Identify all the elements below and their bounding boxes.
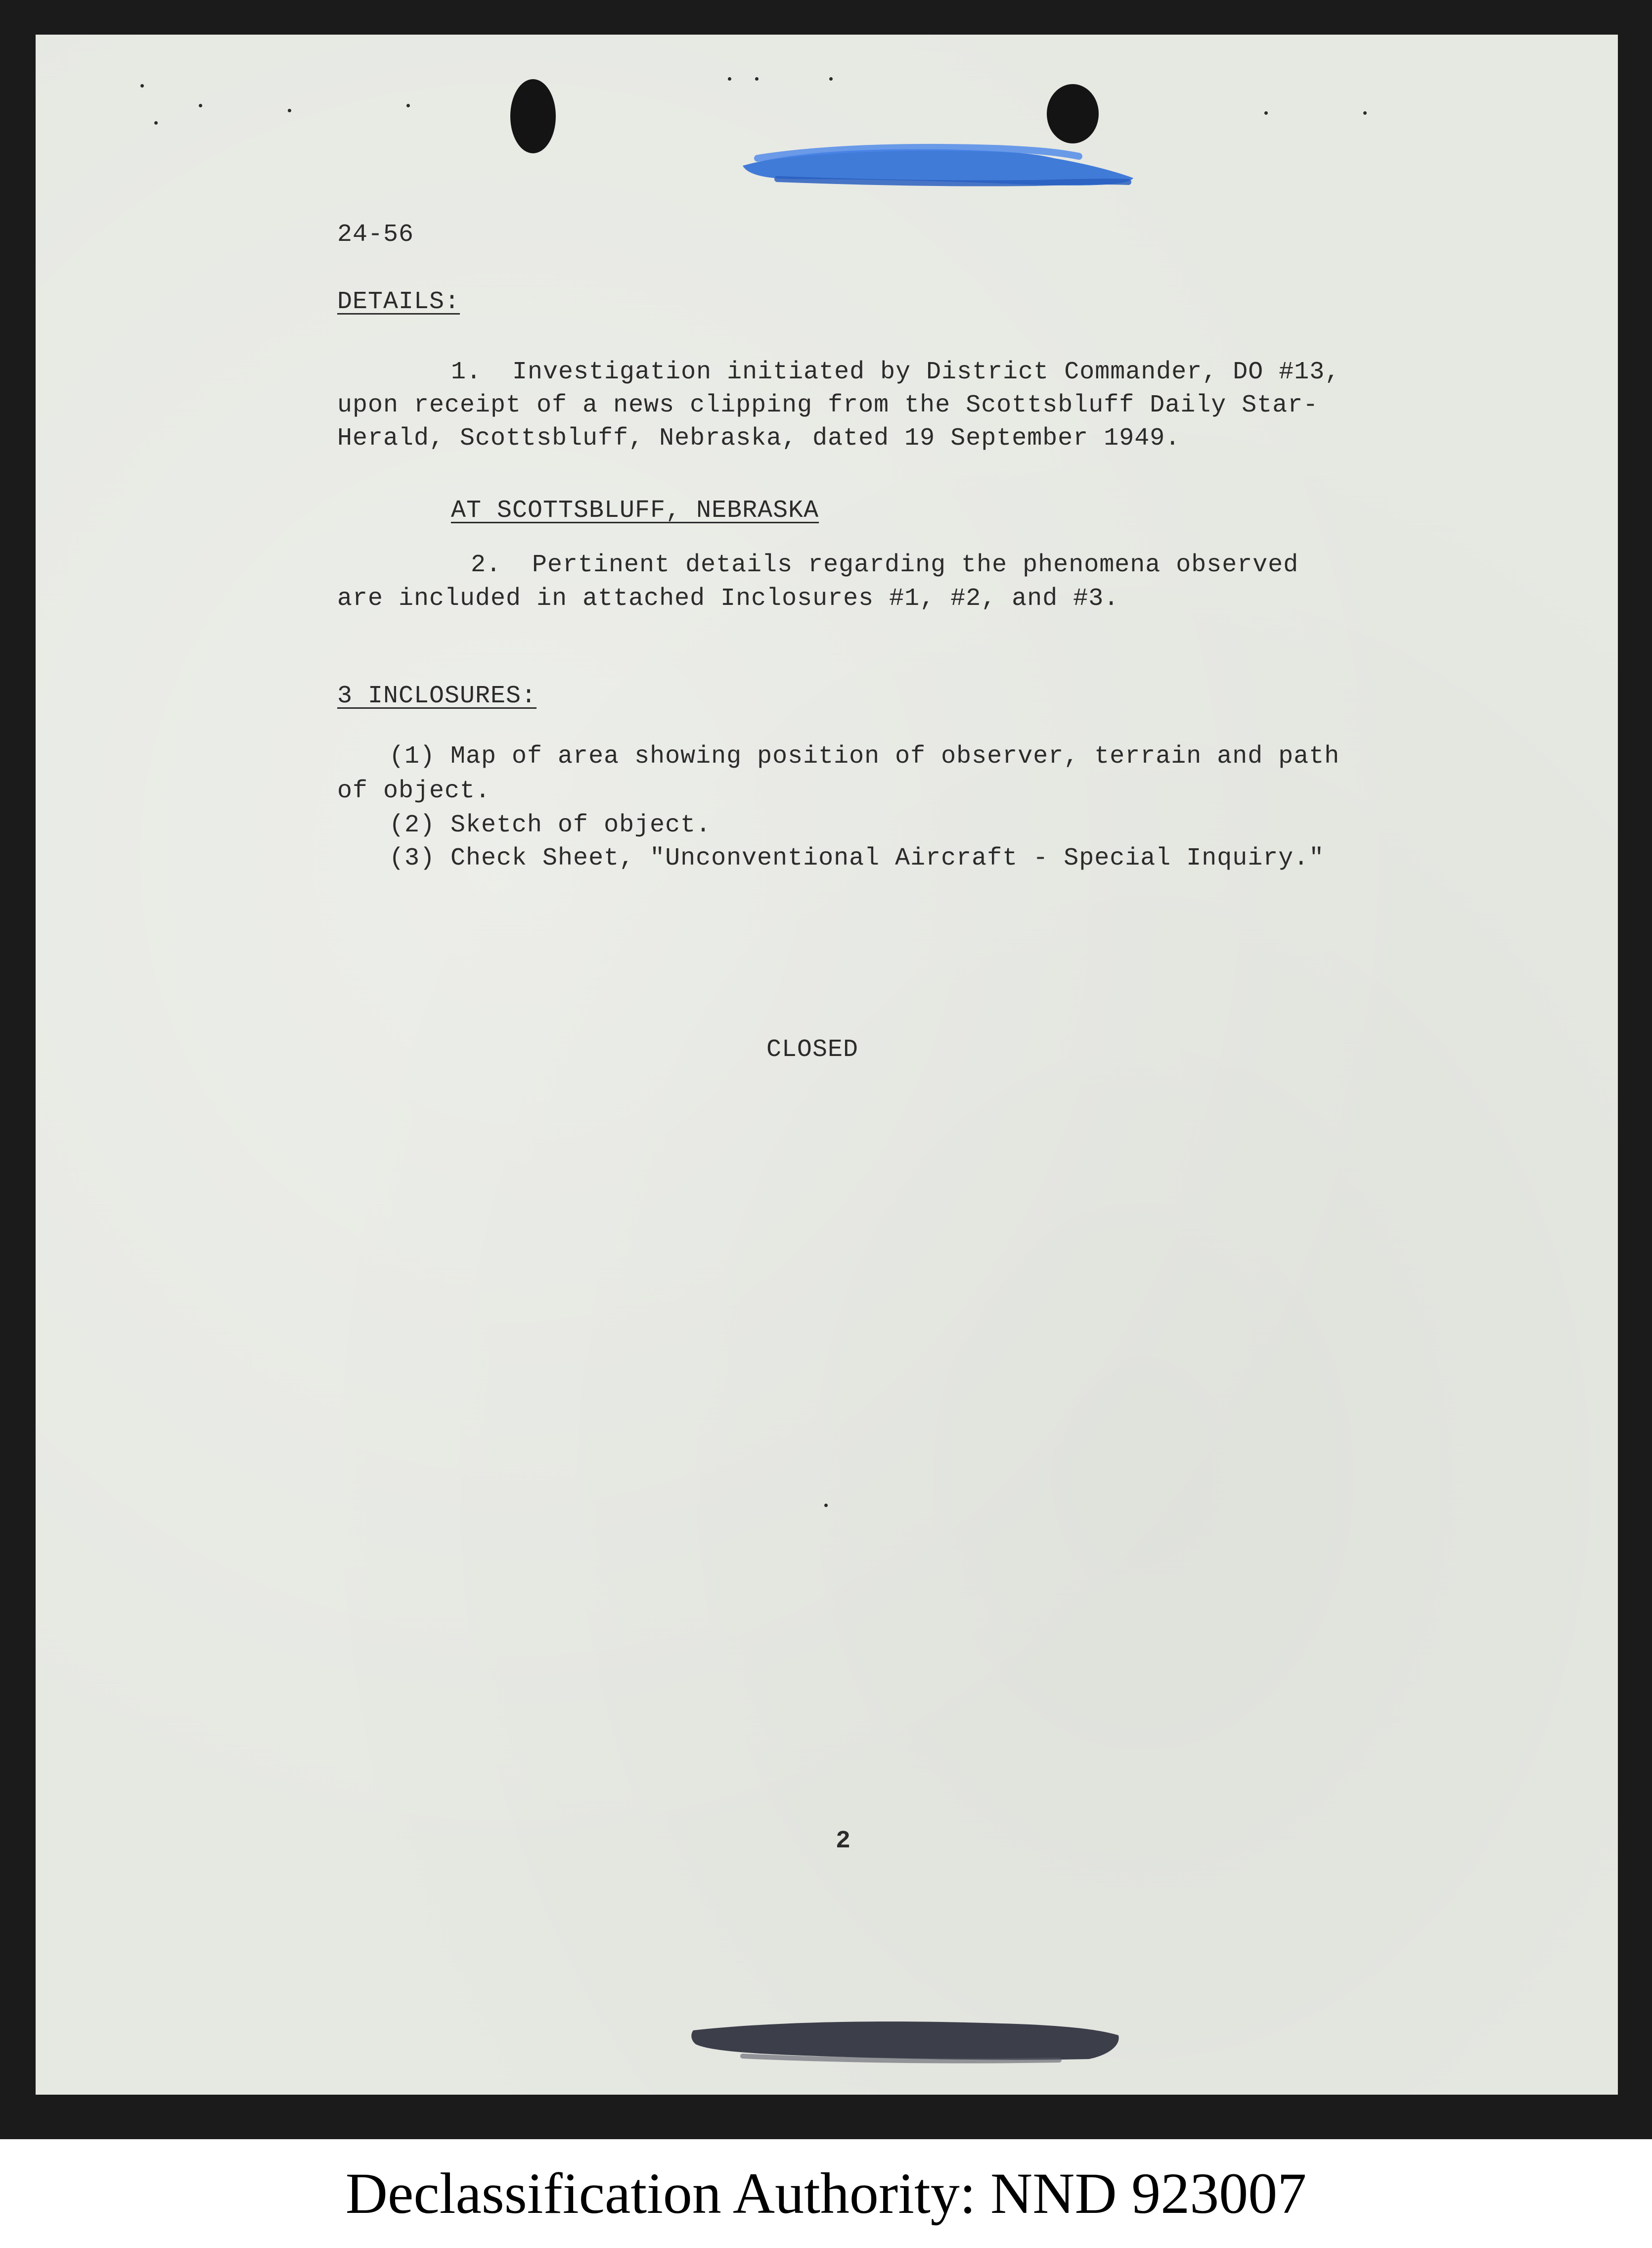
inclosures-heading: 3 INCLOSURES: <box>337 682 537 710</box>
details-heading: DETAILS: <box>337 288 460 316</box>
declassification-footer <box>0 2139 1652 2248</box>
inclosure-line-1: (1) Map of area showing position of observer, terrain and path <box>389 742 1340 771</box>
document-page <box>36 35 1618 2095</box>
dust-speck <box>755 77 759 81</box>
file-number: 24-56 <box>337 221 414 249</box>
inclosure-line-2: of object. <box>337 777 491 805</box>
dust-speck <box>824 1504 828 1507</box>
inclosure-line-3: (2) Sketch of object. <box>389 811 712 839</box>
dust-speck <box>140 84 144 88</box>
location-heading: AT SCOTTSBLUFF, NEBRASKA <box>451 497 819 525</box>
dust-speck <box>829 77 833 81</box>
blue-marker-redaction <box>738 124 1143 205</box>
paragraph-2-line-1: 2. Pertinent details regarding the phenomena observed <box>471 551 1299 579</box>
paragraph-1-line-3: Herald, Scottsbluff, Nebraska, dated 19 September 1949. <box>337 424 1181 453</box>
dust-speck <box>1363 111 1367 115</box>
declassification-authority-text: Declassification Authority: NND 923007 <box>345 2161 1307 2226</box>
paragraph-1-line-2: upon receipt of a news clipping from the Scottsbluff Daily Star- <box>337 391 1319 419</box>
punch-hole-left <box>510 79 556 153</box>
paragraph-2-line-2: are included in attached Inclosures #1, #2, and #3. <box>337 585 1119 613</box>
grey-marker-redaction <box>683 2001 1128 2070</box>
dust-speck <box>728 77 731 81</box>
inclosure-line-4: (3) Check Sheet, "Unconventional Aircraft - Special Inquiry." <box>389 844 1325 872</box>
dust-speck <box>406 104 410 107</box>
dust-speck <box>288 109 291 112</box>
status-closed: CLOSED <box>766 1036 859 1064</box>
dust-speck <box>199 104 202 107</box>
dust-speck <box>154 121 158 125</box>
page-number: 2 <box>836 1827 851 1855</box>
paragraph-1-line-1: 1. Investigation initiated by District Commander, DO #13, <box>451 358 1340 386</box>
dust-speck <box>1264 111 1268 115</box>
